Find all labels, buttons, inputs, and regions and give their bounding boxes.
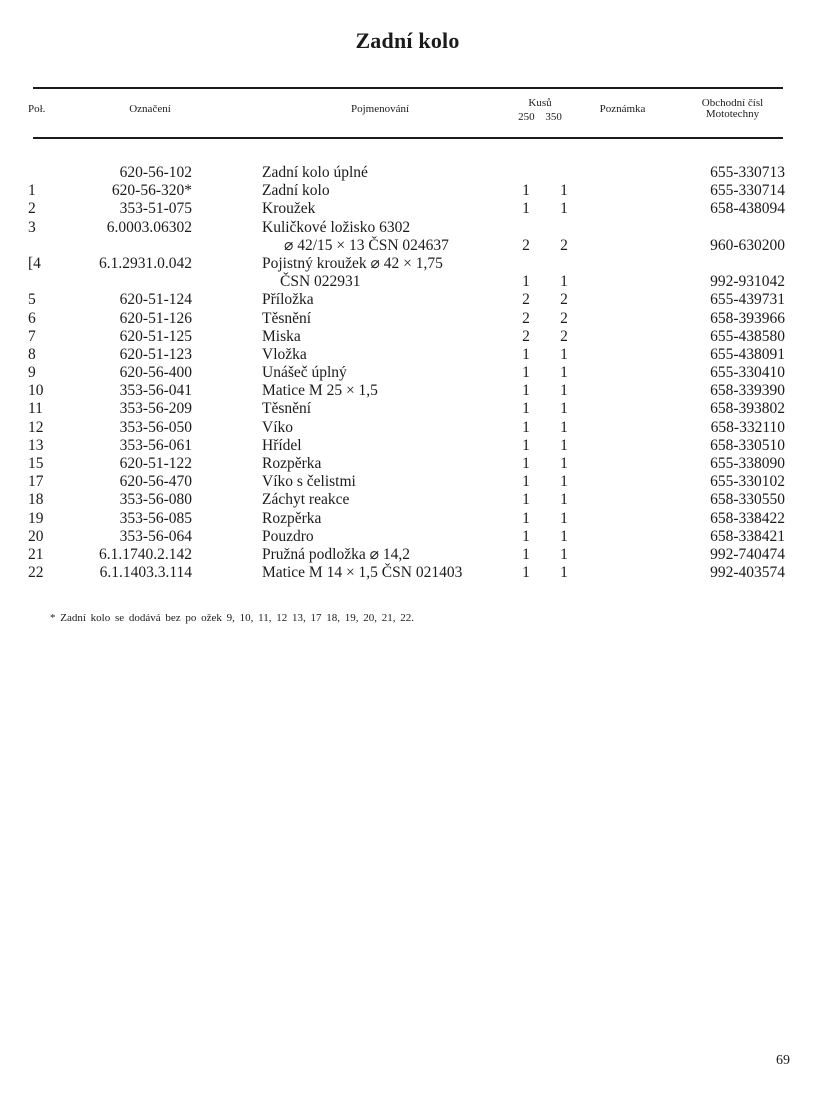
row-part-number: 620-56-400 [119,364,192,382]
row-qty-250: 1 [522,455,530,472]
row-qty-350: 1 [560,382,568,400]
row-position: 17 [28,473,44,491]
header-top-rule [33,87,783,89]
row-qty-350: 1 [560,564,568,582]
row-part-number: 6.1.1403.3.114 [99,564,192,582]
row-position: 22 [28,564,44,582]
row-qty-250: 1 [522,400,530,418]
row-trade-number: 992-403574 [710,564,785,582]
row-position: 21 [28,545,44,563]
row-position: 6 [28,309,36,327]
row-position: 3 [28,218,36,236]
row-position: 9 [28,364,36,382]
row-position: 7 [28,327,36,345]
row-qty-350: 1 [560,455,568,472]
row-name: Kuličkové ložisko 6302 [262,218,411,236]
row-part-number: 620-51-125 [119,327,192,345]
row-name: Rozpěrka [262,509,322,527]
row-qty-350: 1 [560,182,568,200]
table-row [0,273,815,291]
row-position: 8 [28,345,36,363]
row-position: 11 [28,400,43,418]
column-header-kusu-label: Kusů [528,97,552,109]
page-number: 69 [776,1053,790,1068]
row-qty-350: 2 [560,236,568,254]
row-name: Unášeč úplný [262,364,347,382]
column-header-obchodni [680,98,785,120]
row-qty-250: 1 [522,436,530,454]
column-header-pojmenovani: Pojmenování [350,103,410,115]
row-position: 1 [28,182,36,200]
row-trade-number: 655-330713 [710,164,785,181]
table-row [0,510,815,528]
row-qty-350: 1 [560,273,568,291]
column-header-pos: Poł. [28,103,46,115]
row-name: Hřídel [262,436,302,454]
row-qty-250: 1 [522,182,530,200]
table-row [0,255,815,273]
row-qty-350: 1 [560,436,568,454]
table-row [0,200,815,218]
row-part-number: 620-56-470 [119,473,192,491]
row-trade-number: 658-393966 [710,309,785,327]
row-part-number: 353-56-085 [119,509,192,527]
row-position: 5 [28,291,36,309]
row-position: 20 [28,527,44,545]
row-qty-250: 2 [522,236,530,254]
row-part-number: 620-56-320* [111,182,192,200]
row-qty-250: 1 [522,545,530,563]
column-header-oznaceni: Označení [129,103,171,115]
table-row [0,437,815,455]
row-trade-number: 655-338090 [710,455,785,472]
row-qty-250: 1 [522,527,530,545]
row-qty-350: 1 [560,545,568,563]
table-row [0,310,815,328]
row-trade-number: 992-931042 [710,273,785,291]
row-position: 18 [28,491,44,509]
row-part-number: 353-56-050 [119,418,192,436]
table-row [0,164,815,182]
row-name: Pouzdro [262,527,314,545]
row-qty-350: 2 [560,291,568,309]
column-header-kusu [505,98,575,123]
header-bottom-rule [33,137,783,139]
row-position: [4 [28,254,41,272]
row-qty-250: 1 [522,382,530,400]
row-name: ČSN 022931 [280,273,361,291]
row-part-number: 353-56-080 [119,491,192,509]
row-qty-250: 2 [522,309,530,327]
row-name: Víko [262,418,293,436]
row-name: Matice M 25 × 1,5 [262,382,378,400]
row-name: Zadní kolo úplné [262,164,368,181]
row-qty-250: 1 [522,200,530,218]
row-name: Těsnění [262,400,312,418]
row-trade-number: 658-332110 [710,418,785,436]
row-qty-250: 1 [522,564,530,582]
row-qty-350: 1 [560,345,568,363]
row-qty-350: 1 [560,200,568,218]
table-row [0,219,815,237]
footnote: * Zadní kolo se dodává bez po ožek 9, 10, 11, 12 13, 17 18, 19, 20, 21, 22. [50,612,415,624]
row-qty-350: 1 [560,473,568,491]
row-name: Kroužek [262,200,316,218]
row-qty-350: 1 [560,418,568,436]
row-trade-number: 655-330102 [710,473,785,491]
row-name: Víko s čelistmi [262,473,356,491]
row-qty-350: 1 [560,491,568,509]
row-part-number: 620-51-126 [119,309,192,327]
row-qty-350: 1 [560,527,568,545]
table-row [0,564,815,582]
row-name: Matice M 14 × 1,5 ČSN 021403 [262,564,463,582]
row-trade-number: 658-438094 [710,200,785,218]
row-qty-350: 1 [560,364,568,382]
table-row [0,182,815,200]
row-name: ⌀ 42/15 × 13 ČSN 024637 [284,236,449,254]
row-trade-number: 960-630200 [710,236,785,254]
row-qty-250: 1 [522,509,530,527]
row-qty-250: 1 [522,345,530,363]
row-part-number: 353-56-064 [119,527,192,545]
row-trade-number: 658-338422 [710,509,785,527]
row-trade-number: 992-740474 [710,545,785,563]
table-row [0,364,815,382]
table-row [0,237,815,255]
row-trade-number: 655-438091 [710,345,785,363]
table-row [0,291,815,309]
row-part-number: 353-56-061 [119,436,192,454]
column-header-kusu-sub: 250 350 [518,111,562,123]
row-trade-number: 655-330714 [710,182,785,200]
table-row [0,491,815,509]
row-qty-250: 1 [522,364,530,382]
row-name: Těsnění [262,309,312,327]
row-name: Rozpěrka [262,455,322,472]
row-position: 12 [28,418,44,436]
row-name: Příložka [262,291,314,309]
row-trade-number: 655-330410 [710,364,785,382]
row-part-number: 353-51-075 [119,200,192,218]
row-trade-number: 658-393802 [710,400,785,418]
row-name: Vložka [262,345,307,363]
row-qty-250: 2 [522,327,530,345]
row-part-number: 620-51-123 [119,345,192,363]
row-trade-number: 658-338421 [710,527,785,545]
row-qty-250: 1 [522,418,530,436]
table-row [0,473,815,491]
row-name: Pojistný kroužek ⌀ 42 × 1,75 [262,254,443,272]
table-row [0,546,815,564]
row-qty-250: 2 [522,291,530,309]
row-trade-number: 658-339390 [710,382,785,400]
row-qty-250: 1 [522,273,530,291]
row-qty-250: 1 [522,473,530,491]
table-row [0,528,815,546]
table-row [0,419,815,437]
row-position: 13 [28,436,44,454]
column-header-poznamka: Poznámka [599,103,646,115]
table-row [0,455,815,473]
column-header-obchodni-line1: Obchodní čísl [701,97,764,109]
row-trade-number: 658-330510 [710,436,785,454]
row-part-number: 620-51-122 [119,455,192,472]
page-title: Zadní kolo [355,28,460,53]
row-qty-350: 1 [560,509,568,527]
row-trade-number: 658-330550 [710,491,785,509]
row-name: Zadní kolo [262,182,330,200]
row-name: Záchyt reakce [262,491,350,509]
row-name: Miska [262,327,301,345]
table-row [0,328,815,346]
column-header-obchodni-line2: Mototechny [705,108,760,120]
table-row [0,382,815,400]
row-name: Pružná podložka ⌀ 14,2 [262,545,410,563]
table-row [0,400,815,418]
row-part-number: 6.1.2931.0.042 [99,254,192,272]
row-position: 15 [28,455,44,472]
row-position: 19 [28,509,44,527]
table-row [0,346,815,364]
row-part-number: 620-56-102 [119,164,192,181]
row-qty-250: 1 [522,491,530,509]
row-part-number: 353-56-209 [119,400,192,418]
row-part-number: 6.1.1740.2.142 [99,545,192,563]
row-trade-number: 655-438580 [710,327,785,345]
row-qty-350: 2 [560,309,568,327]
row-position: 2 [28,200,36,218]
row-position: 10 [28,382,44,400]
row-qty-350: 2 [560,327,568,345]
row-part-number: 620-51-124 [119,291,192,309]
row-part-number: 6.0003.06302 [106,218,192,236]
row-part-number: 353-56-041 [119,382,192,400]
row-qty-350: 1 [560,400,568,418]
row-trade-number: 655-439731 [710,291,785,309]
parts-list [0,164,815,582]
